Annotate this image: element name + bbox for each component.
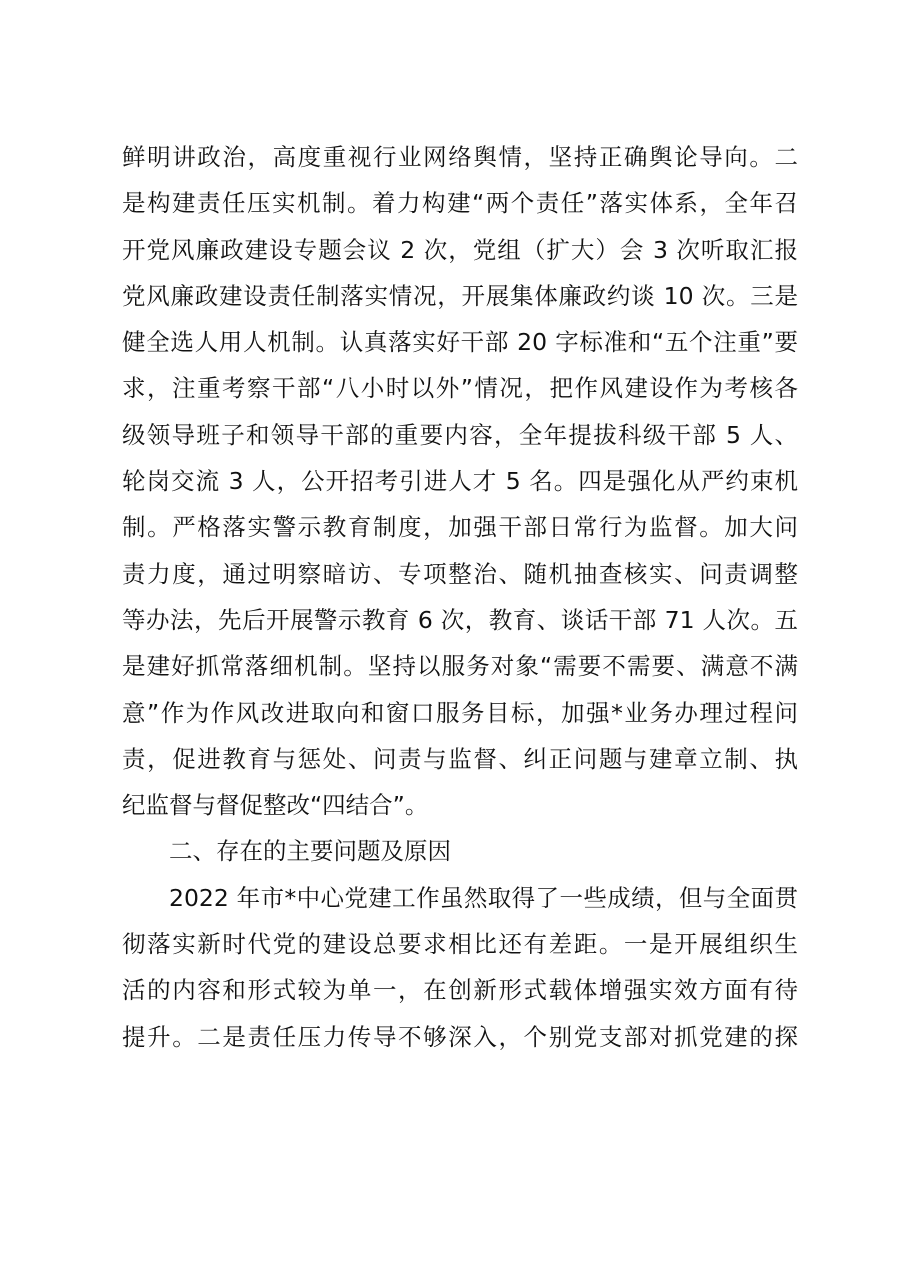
text-line: 制。严格落实警示教育制度，加强干部日常行为监督。加大问 <box>122 513 798 542</box>
text-line: 党风廉政建设责任制落实情况，开展集体廉政约谈 10 次。三是 <box>122 281 798 310</box>
text-line: 轮岗交流 3 人，公开招考引进人才 5 名。四是强化从严约束机 <box>122 467 798 496</box>
text-line: 提升。二是责任压力传导不够深入，个别党支部对抓党建的探 <box>122 1022 798 1051</box>
text-line: 等办法，先后开展警示教育 6 次，教育、谈话干部 71 人次。五 <box>122 605 798 634</box>
text-line: 开党风廉政建设专题会议 2 次，党组（扩大）会 3 次听取汇报 <box>122 235 798 264</box>
text-line: 是构建责任压实机制。着力构建“两个责任”落实体系，全年召 <box>122 189 798 218</box>
heading-text: 二、存在的主要问题及原因 <box>169 837 451 866</box>
text-line: 2022 年市*中心党建工作虽然取得了一些成绩，但与全面贯 <box>169 883 798 912</box>
paragraph <box>122 134 798 828</box>
text-line: 是建好抓常落细机制。坚持以服务对象“需要不需要、满意不满 <box>122 652 798 681</box>
text-line: 健全选人用人机制。认真落实好干部 20 字标准和“五个注重”要 <box>122 328 798 357</box>
paragraph <box>122 875 798 1060</box>
text-line: 纪监督与督促整改“四结合”。 <box>122 791 429 820</box>
text-line: 意”作为作风改进取向和窗口服务目标，加强*业务办理过程问 <box>122 698 798 727</box>
document-body <box>122 134 798 1060</box>
text-line: 彻落实新时代党的建设总要求相比还有差距。一是开展组织生 <box>122 930 798 959</box>
text-line: 责，促进教育与惩处、问责与监督、纠正问题与建章立制、执 <box>122 744 798 773</box>
text-line: 活的内容和形式较为单一，在创新形式载体增强实效方面有待 <box>122 976 798 1005</box>
text-line: 鲜明讲政治，高度重视行业网络舆情，坚持正确舆论导向。二 <box>122 143 798 171</box>
text-line: 级领导班子和领导干部的重要内容，全年提拔科级干部 5 人、 <box>122 420 798 449</box>
text-line: 责力度，通过明察暗访、专项整治、随机抽查核实、问责调整 <box>122 559 798 588</box>
section-heading <box>122 828 798 874</box>
text-line: 求，注重考察干部“八小时以外”情况，把作风建设作为考核各 <box>122 374 798 403</box>
